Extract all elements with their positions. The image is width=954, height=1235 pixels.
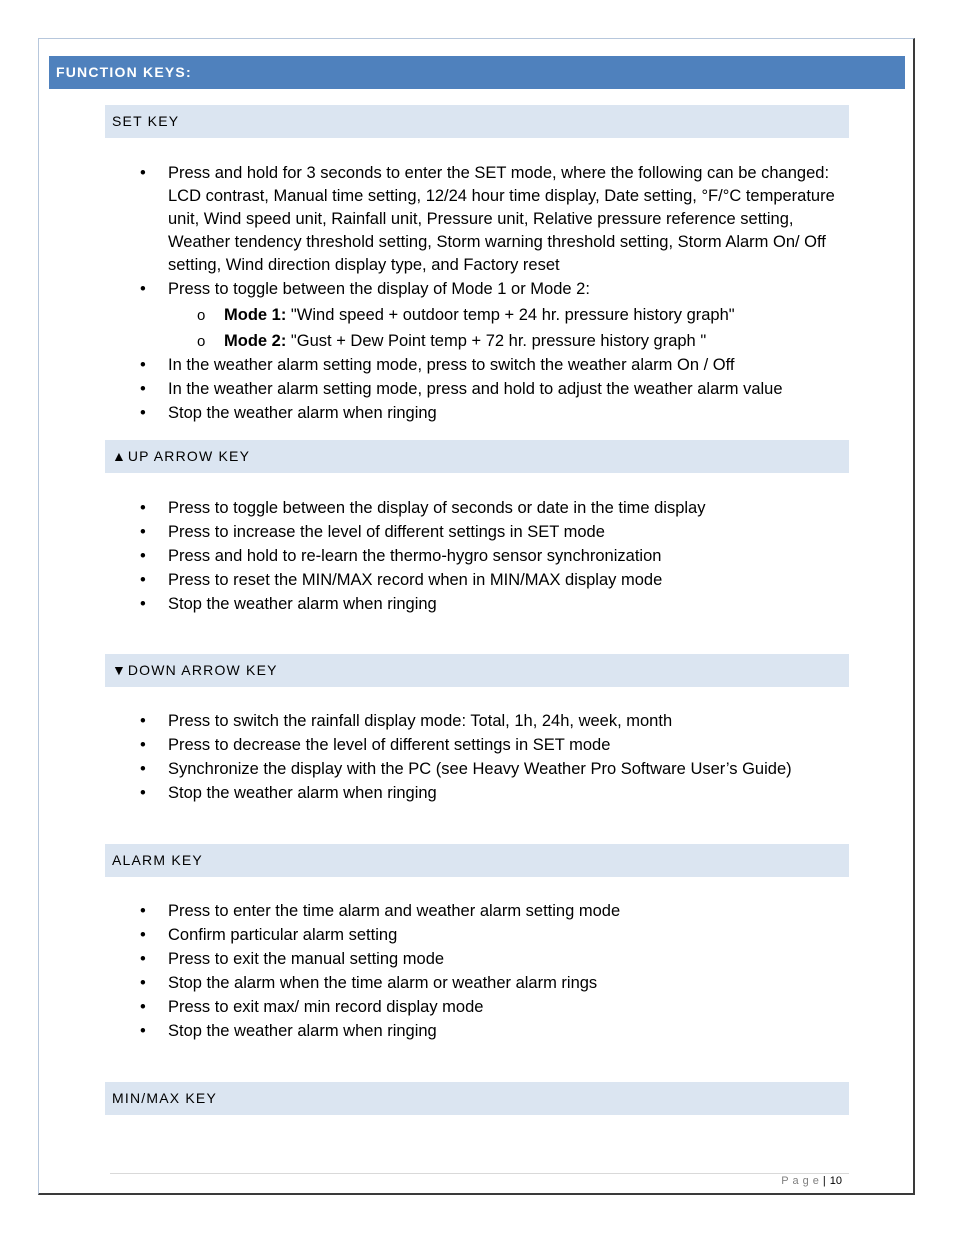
list-item: • Press to exit max/ min record display mode: [140, 996, 850, 1019]
section-heading-down-arrow-key: [105, 654, 849, 687]
page-number: 10: [829, 1175, 842, 1187]
list-item: • Press to exit the manual setting mode: [140, 948, 850, 971]
page-footer: [781, 1175, 842, 1187]
list-item: • Press to enter the time alarm and weather alarm setting mode: [140, 900, 850, 923]
list-item: • Press and hold to re-learn the thermo-hygro sensor synchronization: [140, 545, 850, 568]
section-title: DOWN ARROW KEY: [127, 662, 278, 678]
set-key-list: [140, 162, 850, 426]
list-item: • Confirm particular alarm setting: [140, 924, 850, 947]
list-item: • In the weather alarm setting mode, press to switch the weather alarm On / Off: [140, 354, 850, 377]
list-item: • Press and hold for 3 seconds to enter the SET mode, where the following can be changed: LCD contrast, Manual time setting, 12/24 hour time display, Date setting, °F/°C temperature unit, Wind speed unit, Rainfall unit, Pressure unit, Relative pressure reference setting, Weather tendency threshold setting, Storm warning threshold setting, Storm Alarm On/ Off setting, Wind direction display type, and Factory reset: [140, 162, 850, 277]
list-item: • Stop the weather alarm when ringing: [140, 1020, 850, 1043]
up-arrow-key-list: [140, 497, 850, 617]
list-item: • Synchronize the display with the PC (see Heavy Weather Pro Software User’s Guide): [140, 758, 850, 781]
list-item: • Press to switch the rainfall display mode: Total, 1h, 24h, week, month: [140, 710, 850, 733]
section-title: SET KEY: [112, 113, 180, 129]
up-arrow-icon: ▲: [112, 448, 126, 464]
list-item: • Press to toggle between the display of Mode 1 or Mode 2: o Mode 1: "Wind speed + outdoor temp + 24 hr. pressure history graph" o Mode 2: "Gust + Dew Point temp + 72 hr. pressure history graph ": [140, 278, 850, 353]
section-heading-min-max-key: [105, 1082, 849, 1115]
sub-list-item: o Mode 2: "Gust + Dew Point temp + 72 hr. pressure history graph ": [168, 330, 850, 353]
down-arrow-icon: ▼: [112, 662, 126, 678]
list-item: • Press to increase the level of different settings in SET mode: [140, 521, 850, 544]
list-item: • Stop the weather alarm when ringing: [140, 402, 850, 425]
section-title: ALARM KEY: [112, 852, 203, 868]
mode-sublist: [168, 304, 850, 353]
section-title: MIN/MAX KEY: [112, 1090, 217, 1106]
list-item: • Press to toggle between the display of seconds or date in the time display: [140, 497, 850, 520]
section-heading-alarm-key: [105, 844, 849, 877]
list-item: • Press to decrease the level of different settings in SET mode: [140, 734, 850, 757]
footer-divider: [110, 1173, 849, 1174]
main-heading: FUNCTION KEYS:: [49, 56, 905, 89]
list-item: • Stop the weather alarm when ringing: [140, 593, 850, 616]
section-heading-set-key: [105, 105, 849, 138]
page-label: Page: [781, 1175, 823, 1187]
alarm-key-list: [140, 900, 850, 1044]
list-item: • In the weather alarm setting mode, press and hold to adjust the weather alarm value: [140, 378, 850, 401]
list-item: • Press to reset the MIN/MAX record when in MIN/MAX display mode: [140, 569, 850, 592]
section-title: UP ARROW KEY: [127, 448, 251, 464]
sub-list-item: o Mode 1: "Wind speed + outdoor temp + 24 hr. pressure history graph": [168, 304, 850, 327]
page-separator: |: [822, 1175, 826, 1187]
list-item: • Stop the alarm when the time alarm or weather alarm rings: [140, 972, 850, 995]
down-arrow-key-list: [140, 710, 850, 806]
list-item: • Stop the weather alarm when ringing: [140, 782, 850, 805]
section-heading-up-arrow-key: [105, 440, 849, 473]
